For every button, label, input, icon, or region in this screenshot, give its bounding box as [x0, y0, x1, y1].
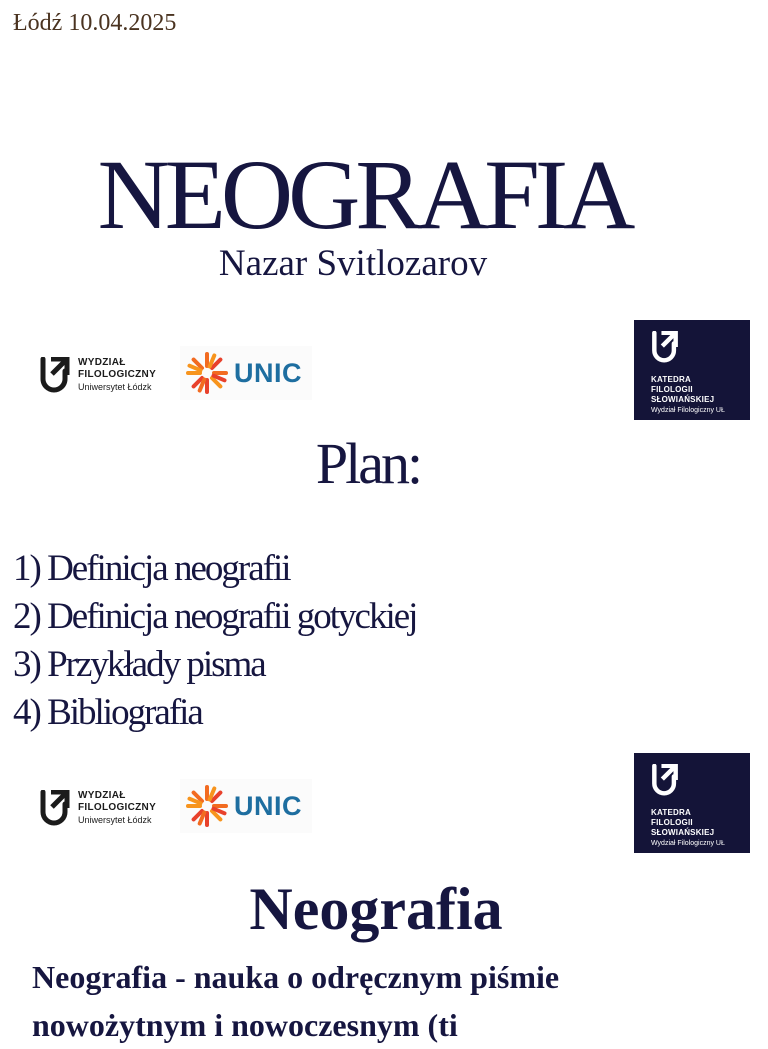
faculty-logo-mark-icon [40, 790, 70, 826]
department-logo-line4: Wydział Filologiczny UŁ [651, 840, 725, 847]
presentation-title: NEOGRAFIA [97, 139, 631, 250]
unic-logo-text: UNIC [234, 357, 302, 388]
department-logo-line3: SŁOWIAŃSKIEJ [651, 828, 715, 837]
department-logo-line1: KATEDRA [651, 808, 691, 817]
faculty-logo-mark-icon [40, 357, 70, 393]
faculty-logo [40, 790, 156, 826]
unic-sun-icon [186, 785, 228, 827]
department-logo-mark-icon [651, 331, 679, 363]
plan-item: 4) Bibliografia [13, 692, 202, 733]
department-logo-line2: FILOLOGII [651, 818, 693, 827]
faculty-logo-line1: WYDZIAŁ [78, 790, 126, 801]
plan-list [13, 545, 416, 737]
department-logo-mark-icon [651, 764, 679, 796]
section-heading: Neografia [249, 876, 503, 942]
unic-logo [180, 779, 312, 833]
unic-sun-icon [186, 352, 228, 394]
unic-logo-text: UNIC [234, 790, 302, 821]
plan-heading: Plan: [315, 431, 421, 496]
department-logo-line1: KATEDRA [651, 375, 691, 384]
faculty-logo-line2: FILOLOGICZNY [78, 369, 157, 380]
plan-item: 3) Przykłady pisma [13, 644, 265, 685]
department-logo-line2: FILOLOGII [651, 385, 693, 394]
department-logo [634, 320, 750, 420]
faculty-logo [40, 357, 156, 393]
faculty-logo-line3: Uniwersytet Łódzk [78, 815, 152, 825]
department-logo [634, 753, 750, 853]
faculty-logo-line2: FILOLOGICZNY [78, 802, 157, 813]
faculty-logo-line3: Uniwersytet Łódzk [78, 382, 152, 392]
department-logo-line3: SŁOWIAŃSKIEJ [651, 395, 715, 404]
unic-logo [180, 346, 312, 400]
presentation-author: Nazar Svitlozarov [218, 243, 488, 284]
section-text: Neografia - nauka o odręcznym piśmie nowożytnym i nowoczesnym (ti [32, 959, 560, 1043]
plan-item: 2) Definicja neografii gotyckiej [13, 596, 417, 637]
header-date: Łódź 10.04.2025 [13, 10, 177, 36]
plan-item: 1) Definicja neografii [13, 548, 290, 589]
department-logo-line4: Wydział Filologiczny UŁ [651, 407, 725, 414]
faculty-logo-line1: WYDZIAŁ [78, 357, 126, 368]
